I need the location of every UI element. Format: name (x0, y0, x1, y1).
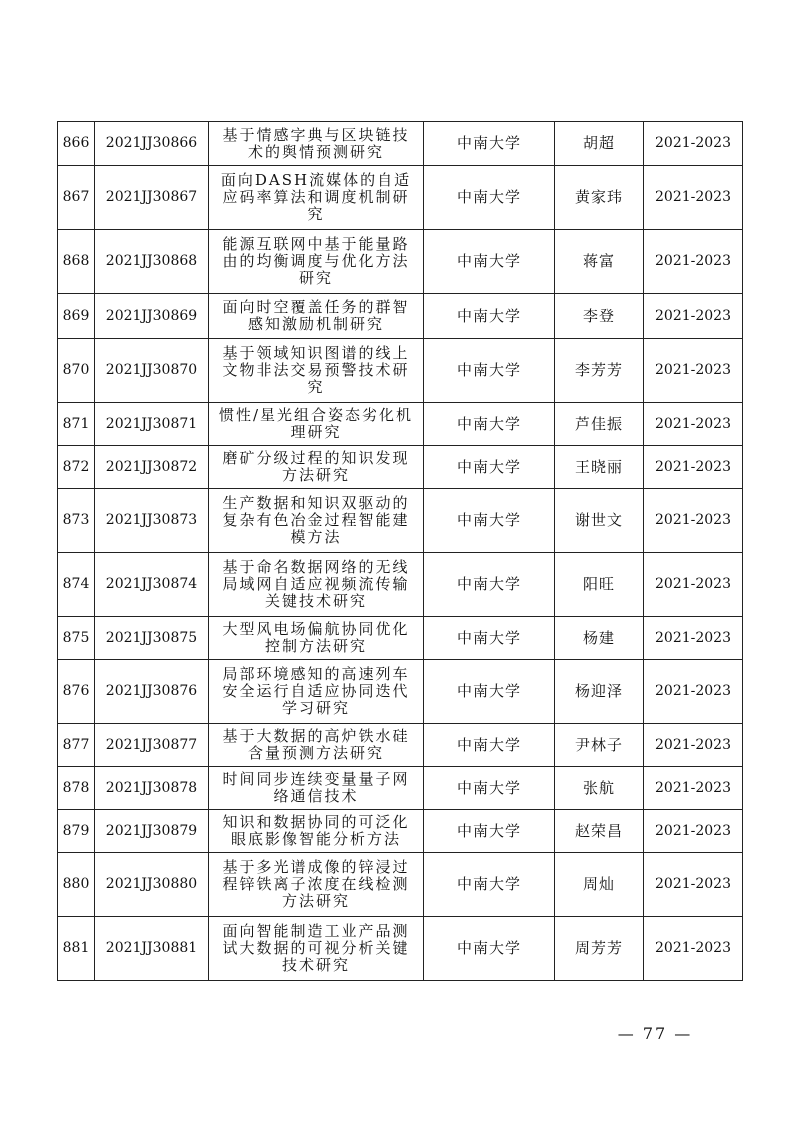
cell-seq: 873 (58, 489, 95, 553)
cell-project-title: 惯性/星光组合姿态劣化机理研究 (209, 403, 424, 446)
cell-period: 2021-2023 (644, 660, 743, 724)
cell-period: 2021-2023 (644, 294, 743, 339)
table-row (58, 617, 743, 660)
table-row (58, 917, 743, 981)
cell-seq: 867 (58, 166, 95, 230)
cell-principal-investigator: 周灿 (555, 853, 644, 917)
cell-principal-investigator: 王晓丽 (555, 446, 644, 489)
table-row (58, 810, 743, 853)
table-row (58, 230, 743, 294)
page-number: — 77 — (617, 1024, 693, 1043)
cell-project-code: 2021JJ30872 (95, 446, 209, 489)
cell-period: 2021-2023 (644, 724, 743, 767)
cell-organization: 中南大学 (424, 724, 555, 767)
cell-project-code: 2021JJ30881 (95, 917, 209, 981)
cell-seq: 875 (58, 617, 95, 660)
cell-project-title: 局部环境感知的高速列车安全运行自适应协同迭代学习研究 (209, 660, 424, 724)
cell-organization: 中南大学 (424, 489, 555, 553)
cell-project-title: 磨矿分级过程的知识发现方法研究 (209, 446, 424, 489)
cell-organization: 中南大学 (424, 403, 555, 446)
cell-period: 2021-2023 (644, 553, 743, 617)
cell-seq: 881 (58, 917, 95, 981)
table-row (58, 166, 743, 230)
cell-project-title: 基于情感字典与区块链技术的舆情预测研究 (209, 122, 424, 166)
cell-organization: 中南大学 (424, 446, 555, 489)
cell-seq: 878 (58, 767, 95, 810)
cell-principal-investigator: 李登 (555, 294, 644, 339)
cell-project-title: 生产数据和知识双驱动的复杂有色冶金过程智能建模方法 (209, 489, 424, 553)
cell-organization: 中南大学 (424, 339, 555, 403)
cell-period: 2021-2023 (644, 853, 743, 917)
table-row (58, 767, 743, 810)
cell-project-title: 大型风电场偏航协同优化控制方法研究 (209, 617, 424, 660)
cell-organization: 中南大学 (424, 294, 555, 339)
cell-project-code: 2021JJ30871 (95, 403, 209, 446)
cell-principal-investigator: 黄家玮 (555, 166, 644, 230)
cell-organization: 中南大学 (424, 617, 555, 660)
cell-period: 2021-2023 (644, 810, 743, 853)
cell-project-code: 2021JJ30875 (95, 617, 209, 660)
cell-seq: 880 (58, 853, 95, 917)
cell-principal-investigator: 周芳芳 (555, 917, 644, 981)
cell-project-code: 2021JJ30868 (95, 230, 209, 294)
cell-principal-investigator: 芦佳振 (555, 403, 644, 446)
cell-project-title: 能源互联网中基于能量路由的均衡调度与优化方法研究 (209, 230, 424, 294)
cell-organization: 中南大学 (424, 917, 555, 981)
cell-project-code: 2021JJ30869 (95, 294, 209, 339)
cell-seq: 872 (58, 446, 95, 489)
cell-project-code: 2021JJ30877 (95, 724, 209, 767)
cell-organization: 中南大学 (424, 767, 555, 810)
cell-period: 2021-2023 (644, 489, 743, 553)
cell-organization: 中南大学 (424, 230, 555, 294)
cell-project-title: 面向时空覆盖任务的群智感知激励机制研究 (209, 294, 424, 339)
cell-project-title: 知识和数据协同的可泛化眼底影像智能分析方法 (209, 810, 424, 853)
cell-project-title: 面向DASH流媒体的自适应码率算法和调度机制研究 (209, 166, 424, 230)
cell-organization: 中南大学 (424, 122, 555, 166)
cell-project-title: 面向智能制造工业产品测试大数据的可视分析关键技术研究 (209, 917, 424, 981)
cell-principal-investigator: 尹林子 (555, 724, 644, 767)
cell-period: 2021-2023 (644, 230, 743, 294)
cell-project-code: 2021JJ30878 (95, 767, 209, 810)
cell-principal-investigator: 杨建 (555, 617, 644, 660)
cell-project-code: 2021JJ30876 (95, 660, 209, 724)
table-row (58, 724, 743, 767)
cell-seq: 869 (58, 294, 95, 339)
cell-principal-investigator: 蒋富 (555, 230, 644, 294)
table-row (58, 660, 743, 724)
table-row (58, 853, 743, 917)
project-table (57, 121, 743, 981)
table-row (58, 294, 743, 339)
cell-organization: 中南大学 (424, 660, 555, 724)
cell-organization: 中南大学 (424, 553, 555, 617)
cell-seq: 877 (58, 724, 95, 767)
table-row (58, 403, 743, 446)
cell-project-title: 基于领域知识图谱的线上文物非法交易预警技术研究 (209, 339, 424, 403)
cell-period: 2021-2023 (644, 767, 743, 810)
cell-project-title: 基于大数据的高炉铁水硅含量预测方法研究 (209, 724, 424, 767)
cell-period: 2021-2023 (644, 339, 743, 403)
cell-principal-investigator: 张航 (555, 767, 644, 810)
cell-project-code: 2021JJ30879 (95, 810, 209, 853)
cell-project-title: 基于多光谱成像的锌浸过程锌铁离子浓度在线检测方法研究 (209, 853, 424, 917)
cell-period: 2021-2023 (644, 446, 743, 489)
cell-principal-investigator: 谢世文 (555, 489, 644, 553)
cell-project-code: 2021JJ30867 (95, 166, 209, 230)
cell-seq: 870 (58, 339, 95, 403)
cell-project-code: 2021JJ30873 (95, 489, 209, 553)
cell-principal-investigator: 阳旺 (555, 553, 644, 617)
table-row (58, 446, 743, 489)
cell-period: 2021-2023 (644, 403, 743, 446)
cell-principal-investigator: 胡超 (555, 122, 644, 166)
cell-project-code: 2021JJ30866 (95, 122, 209, 166)
cell-project-code: 2021JJ30870 (95, 339, 209, 403)
cell-project-title: 时间同步连续变量量子网络通信技术 (209, 767, 424, 810)
cell-organization: 中南大学 (424, 810, 555, 853)
table-row (58, 489, 743, 553)
cell-principal-investigator: 赵荣昌 (555, 810, 644, 853)
cell-seq: 866 (58, 122, 95, 166)
cell-principal-investigator: 李芳芳 (555, 339, 644, 403)
cell-organization: 中南大学 (424, 166, 555, 230)
cell-seq: 874 (58, 553, 95, 617)
cell-seq: 876 (58, 660, 95, 724)
cell-project-title: 基于命名数据网络的无线局域网自适应视频流传输关键技术研究 (209, 553, 424, 617)
table-row (58, 339, 743, 403)
cell-period: 2021-2023 (644, 617, 743, 660)
table-row (58, 122, 743, 166)
cell-period: 2021-2023 (644, 122, 743, 166)
cell-project-code: 2021JJ30874 (95, 553, 209, 617)
table-row (58, 553, 743, 617)
cell-period: 2021-2023 (644, 917, 743, 981)
cell-seq: 879 (58, 810, 95, 853)
cell-seq: 868 (58, 230, 95, 294)
cell-principal-investigator: 杨迎泽 (555, 660, 644, 724)
cell-organization: 中南大学 (424, 853, 555, 917)
cell-project-code: 2021JJ30880 (95, 853, 209, 917)
cell-period: 2021-2023 (644, 166, 743, 230)
cell-seq: 871 (58, 403, 95, 446)
